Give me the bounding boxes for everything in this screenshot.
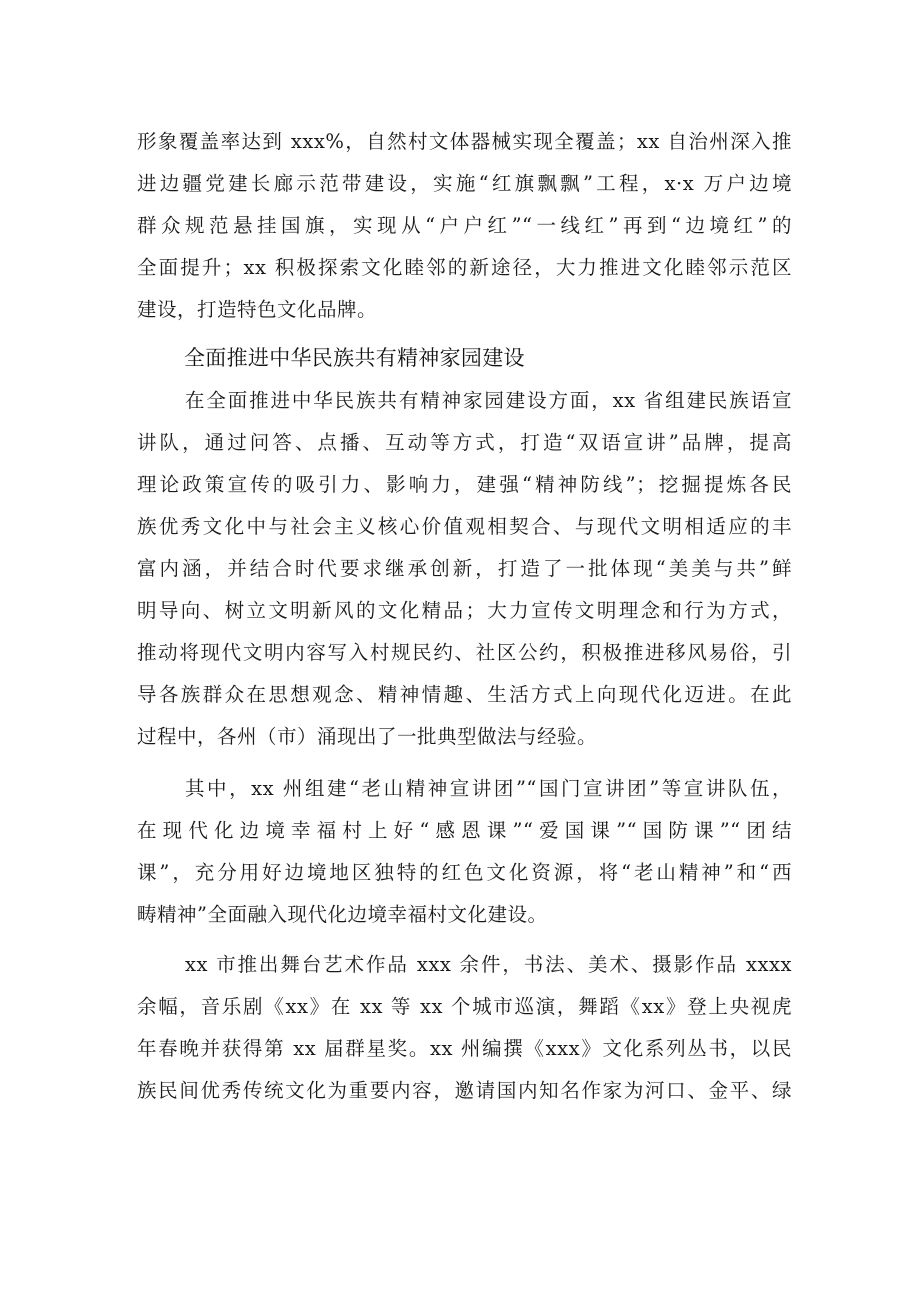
paragraph-4-line-4: 族民间优秀传统文化为重要内容，邀请国内知名作家为河口、金平、绿 [137, 1079, 792, 1102]
paragraph-1-line-5: 建设，打造特色文化品牌。 [137, 298, 378, 321]
section-heading: 全面推进中华民族共有精神家园建设 [184, 346, 525, 370]
paragraph-1-line-4: 全面提升；xx 积极探索文化睦邻的新途径，大力推进文化睦邻示范区 [137, 256, 792, 279]
paragraph-4-line-2: 余幅，音乐剧《xx》在 xx 等 xx 个城市巡演，舞蹈《xx》登上央视虎 [137, 995, 792, 1018]
paragraph-2-line-4: 族优秀文化中与社会主义核心价值观相契合、与现代文明相适应的丰 [137, 515, 792, 538]
paragraph-2-line-8: 导各族群众在思想观念、精神情趣、生活方式上向现代化迈进。在此 [137, 683, 792, 706]
paragraph-2-line-3: 理论政策宣传的吸引力、影响力，建强“精神防线”；挖掘提炼各民 [137, 473, 792, 496]
paragraph-2-line-7: 推动将现代文明内容写入村规民约、社区公约，积极推进移风易俗，引 [137, 641, 792, 664]
paragraph-2-line-1: 在全面推进中华民族共有精神家园建设方面，xx 省组建民族语宣 [185, 389, 792, 412]
paragraph-3-line-4: 畴精神”全面融入现代化边境幸福村文化建设。 [137, 903, 548, 926]
paragraph-1-line-3: 群众规范悬挂国旗，实现从“户户红”“一线红”再到“边境红”的 [137, 214, 792, 237]
paragraph-2-line-5: 富内涵，并结合时代要求继承创新，打造了一批体现“美美与共”鲜 [137, 557, 792, 580]
paragraph-3-line-3: 课”，充分用好边境地区独特的红色文化资源，将“老山精神”和“西 [137, 861, 792, 884]
paragraph-1-line-2: 进边疆党建长廊示范带建设，实施“红旗飘飘”工程，x·x 万户边境 [137, 172, 792, 195]
paragraph-4-line-3: 年春晚并获得第 xx 届群星奖。xx 州编撰《xxx》文化系列丛书，以民 [137, 1037, 792, 1060]
paragraph-2-line-6: 明导向、树立文明新风的文化精品；大力宣传文明理念和行为方式， [137, 599, 792, 622]
paragraph-1-line-1: 形象覆盖率达到 xxx%，自然村文体器械实现全覆盖；xx 自治州深入推 [137, 130, 792, 153]
paragraph-3-line-2: 在现代化边境幸福村上好“感恩课”“爱国课”“国防课”“团结 [137, 819, 792, 842]
paragraph-3-line-1: 其中，xx 州组建“老山精神宣讲团”“国门宣讲团”等宣讲队伍， [185, 777, 792, 800]
paragraph-4-line-1: xx 市推出舞台艺术作品 xxx 余件，书法、美术、摄影作品 xxxx [185, 953, 792, 976]
paragraph-2-line-9: 过程中，各州（市）涌现出了一批典型做法与经验。 [137, 725, 598, 748]
paragraph-2-line-2: 讲队，通过问答、点播、互动等方式，打造“双语宣讲”品牌，提高 [137, 431, 792, 454]
